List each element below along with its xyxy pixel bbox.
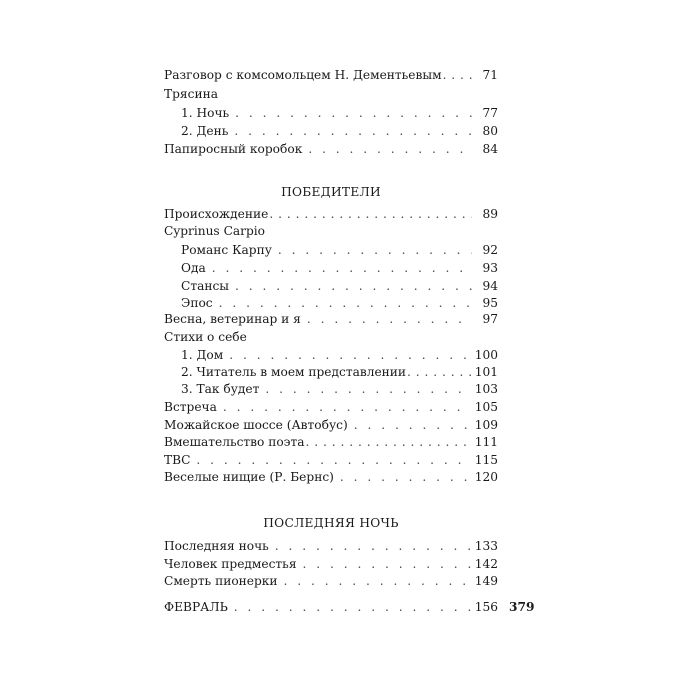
toc-entry: Встреча . . . 105: [164, 398, 498, 417]
toc-entry: Последняя ночь . . . 133: [164, 537, 498, 556]
toc-entry: Человек предместья . . . 142: [164, 555, 498, 574]
toc-entry: Трясина: [164, 87, 218, 101]
toc-entry: Весна, ветеринар и я . . . 97: [164, 310, 498, 329]
toc-entry: Cyprinus Carpio: [164, 224, 266, 238]
toc-entry: Вмешательство поэта . . . 111: [164, 433, 498, 452]
toc-entry: Романс Карпу . . . 92: [181, 241, 498, 260]
section-heading: ПОБЕДИТЕЛИ: [281, 185, 381, 199]
toc-entry: Эпос . . . 95: [181, 294, 498, 313]
toc-entry: Смерть пионерки . . . 149: [164, 572, 498, 591]
toc-entry: Стихи о себе: [164, 330, 247, 344]
section-heading: ПОСЛЕДНЯЯ НОЧЬ: [263, 516, 399, 530]
toc-entry: 1. Дом . . . 100: [181, 346, 498, 365]
toc-entry: Можайское шоссе (Автобус) . . . 109: [164, 416, 498, 435]
toc-entry: Веселые нищие (Р. Бернс) . . . 120: [164, 468, 498, 487]
page-number: 379: [509, 600, 535, 614]
toc-entry: 2. Читатель в моем представлении . . . 101: [181, 363, 498, 382]
toc-entry: 3. Так будет . . . 103: [181, 380, 498, 399]
toc-entry: Папиросный коробок . . . 84: [164, 140, 498, 159]
toc-entry: 2. День . . . 80: [181, 122, 498, 141]
toc-entry: ФЕВРАЛЬ . . . 156: [164, 598, 498, 617]
toc-entry: 1. Ночь . . . 77: [181, 104, 498, 123]
toc-entry: Ода . . . 93: [181, 259, 498, 278]
toc-entry: Происхождение . . . 89: [164, 205, 498, 224]
toc-entry: Стансы . . . 94: [181, 277, 498, 296]
toc-entry: Разговор с комсомольцем Н. Дементьевым . . . 71: [164, 66, 498, 85]
toc-entry: ТВС . . . 115: [164, 451, 498, 470]
